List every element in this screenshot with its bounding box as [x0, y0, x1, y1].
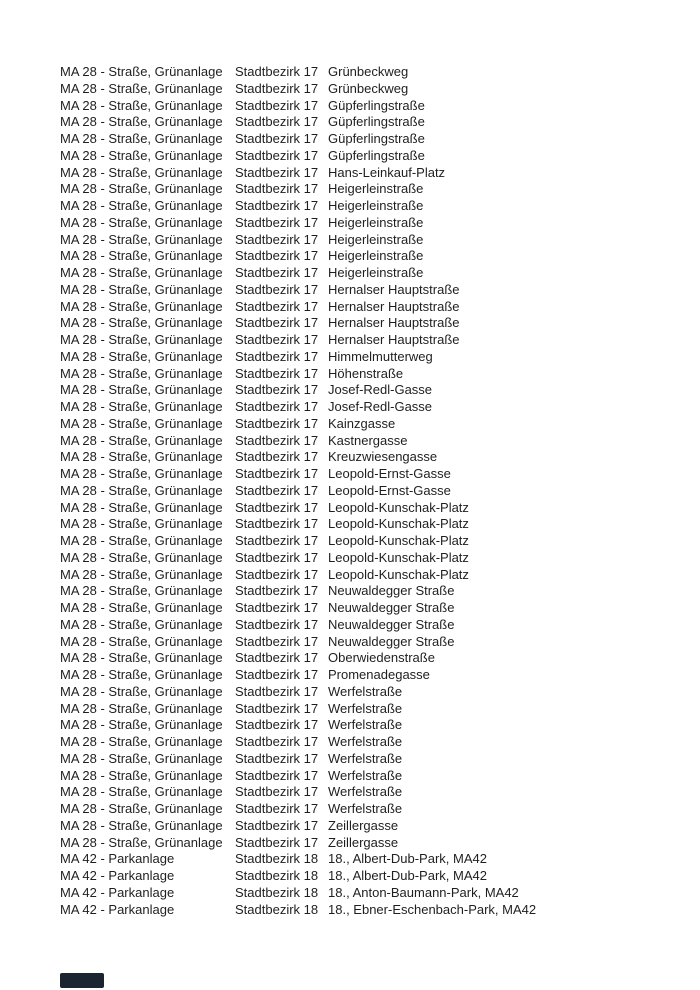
location-cell: Heigerleinstraße: [328, 231, 424, 247]
district-cell: Stadtbezirk 17: [235, 616, 319, 632]
department-cell: MA 28 - Straße, Grünanlage: [60, 432, 223, 448]
district-cell: Stadtbezirk 17: [235, 231, 319, 247]
department-cell: MA 28 - Straße, Grünanlage: [60, 449, 223, 465]
location-cell: Grünbeckweg: [328, 64, 409, 79]
department-cell: MA 28 - Straße, Grünanlage: [60, 549, 223, 565]
district-cell: Stadtbezirk 17: [235, 700, 319, 716]
department-cell: MA 28 - Straße, Grünanlage: [60, 499, 223, 515]
location-cell: Heigerleinstraße: [328, 214, 424, 230]
district-cell: Stadtbezirk 17: [235, 834, 319, 850]
location-cell: Kastnergasse: [328, 432, 408, 448]
location-cell: Werfelstraße: [328, 750, 403, 766]
location-cell: Güpferlingstraße: [328, 147, 425, 163]
department-cell: MA 28 - Straße, Grünanlage: [60, 633, 223, 649]
district-cell: Stadtbezirk 17: [235, 281, 319, 297]
department-cell: MA 42 - Parkanlage: [60, 868, 175, 883]
department-cell: MA 28 - Straße, Grünanlage: [60, 315, 223, 331]
department-cell: MA 28 - Straße, Grünanlage: [60, 667, 223, 682]
department-cell: MA 28 - Straße, Grünanlage: [60, 583, 223, 599]
department-cell: MA 28 - Straße, Grünanlage: [60, 415, 223, 431]
district-cell: Stadtbezirk 17: [235, 466, 319, 481]
location-cell: Güpferlingstraße: [328, 131, 425, 146]
department-cell: MA 28 - Straße, Grünanlage: [60, 147, 223, 163]
department-cell: MA 28 - Straße, Grünanlage: [60, 64, 223, 79]
location-cell: Promenadegasse: [328, 667, 430, 682]
location-cell: Hernalser Hauptstraße: [328, 281, 460, 297]
district-cell: Stadtbezirk 17: [235, 533, 319, 548]
location-cell: Kreuzwiesengasse: [328, 449, 438, 465]
location-cell: Werfelstraße: [328, 683, 403, 699]
department-cell: MA 28 - Straße, Grünanlage: [60, 131, 223, 146]
location-cell: Höhenstraße: [328, 365, 404, 381]
department-cell: MA 28 - Straße, Grünanlage: [60, 516, 223, 532]
department-cell: MA 28 - Straße, Grünanlage: [60, 80, 223, 96]
department-cell: MA 28 - Straße, Grünanlage: [60, 482, 223, 498]
district-cell: Stadtbezirk 17: [235, 214, 319, 230]
district-cell: Stadtbezirk 17: [235, 432, 319, 448]
department-cell: MA 28 - Straße, Grünanlage: [60, 717, 223, 733]
department-cell: MA 28 - Straße, Grünanlage: [60, 248, 223, 264]
department-cell: MA 28 - Straße, Grünanlage: [60, 198, 223, 213]
department-cell: MA 28 - Straße, Grünanlage: [60, 332, 223, 347]
browser-status-bubble: [60, 973, 104, 988]
district-cell: Stadtbezirk 17: [235, 750, 319, 766]
location-cell: Hernalser Hauptstraße: [328, 332, 460, 347]
location-cell: Werfelstraße: [328, 767, 403, 783]
department-cell: MA 28 - Straße, Grünanlage: [60, 566, 223, 582]
location-cell: Hernalser Hauptstraße: [328, 315, 460, 331]
location-cell: 18., Albert-Dub-Park, MA42: [328, 851, 487, 867]
district-cell: Stadtbezirk 17: [235, 482, 319, 498]
department-cell: MA 28 - Straße, Grünanlage: [60, 114, 223, 130]
location-cell: Josef-Redl-Gasse: [328, 382, 433, 398]
location-cell: Heigerleinstraße: [328, 248, 424, 264]
location-cell: Neuwaldegger Straße: [328, 616, 455, 632]
district-cell: Stadtbezirk 17: [235, 767, 319, 783]
department-cell: MA 42 - Parkanlage: [60, 884, 175, 900]
department-cell: MA 28 - Straße, Grünanlage: [60, 265, 223, 280]
location-cell: Leopold-Ernst-Gasse: [328, 466, 451, 481]
district-cell: Stadtbezirk 17: [235, 817, 319, 833]
district-cell: Stadtbezirk 17: [235, 332, 319, 347]
district-cell: Stadtbezirk 17: [235, 248, 319, 264]
department-cell: MA 28 - Straße, Grünanlage: [60, 214, 223, 230]
district-cell: Stadtbezirk 17: [235, 80, 319, 96]
district-cell: Stadtbezirk 18: [235, 851, 319, 867]
location-cell: Werfelstraße: [328, 784, 403, 800]
location-cell: Leopold-Kunschak-Platz: [328, 549, 469, 565]
parks-table: [60, 64, 536, 918]
district-cell: Stadtbezirk 17: [235, 315, 319, 331]
district-cell: Stadtbezirk 17: [235, 265, 319, 280]
district-cell: Stadtbezirk 17: [235, 365, 319, 381]
location-cell: Güpferlingstraße: [328, 114, 425, 130]
district-cell: Stadtbezirk 17: [235, 633, 319, 649]
location-cell: Oberwiedenstraße: [328, 650, 435, 666]
department-cell: MA 28 - Straße, Grünanlage: [60, 164, 223, 180]
location-cell: Josef-Redl-Gasse: [328, 399, 433, 414]
district-cell: Stadtbezirk 17: [235, 734, 319, 749]
department-cell: MA 28 - Straße, Grünanlage: [60, 801, 223, 816]
location-cell: 18., Albert-Dub-Park, MA42: [328, 868, 487, 883]
location-cell: Heigerleinstraße: [328, 198, 424, 213]
location-cell: Neuwaldegger Straße: [328, 633, 455, 649]
location-cell: Leopold-Kunschak-Platz: [328, 566, 469, 582]
department-cell: MA 28 - Straße, Grünanlage: [60, 533, 223, 548]
location-cell: Leopold-Kunschak-Platz: [328, 533, 469, 548]
department-cell: MA 28 - Straße, Grünanlage: [60, 750, 223, 766]
location-cell: Hernalser Hauptstraße: [328, 298, 460, 314]
department-cell: MA 28 - Straße, Grünanlage: [60, 650, 223, 666]
department-cell: MA 28 - Straße, Grünanlage: [60, 231, 223, 247]
district-cell: Stadtbezirk 17: [235, 181, 319, 197]
location-cell: Neuwaldegger Straße: [328, 600, 455, 615]
location-cell: Hans-Leinkauf-Platz: [328, 164, 446, 180]
district-cell: Stadtbezirk 18: [235, 868, 319, 883]
department-cell: MA 42 - Parkanlage: [60, 901, 175, 917]
district-cell: Stadtbezirk 17: [235, 382, 319, 398]
department-cell: MA 28 - Straße, Grünanlage: [60, 97, 223, 113]
location-cell: 18., Anton-Baumann-Park, MA42: [328, 884, 519, 900]
district-cell: Stadtbezirk 17: [235, 198, 319, 213]
department-cell: MA 28 - Straße, Grünanlage: [60, 181, 223, 197]
location-cell: Zeillergasse: [328, 834, 399, 850]
district-cell: Stadtbezirk 17: [235, 147, 319, 163]
district-cell: Stadtbezirk 17: [235, 348, 319, 364]
district-cell: Stadtbezirk 17: [235, 801, 319, 816]
department-cell: MA 28 - Straße, Grünanlage: [60, 683, 223, 699]
location-cell: Himmelmutterweg: [328, 348, 433, 364]
location-cell: Werfelstraße: [328, 717, 403, 733]
district-cell: Stadtbezirk 17: [235, 64, 319, 79]
district-cell: Stadtbezirk 17: [235, 683, 319, 699]
department-cell: MA 28 - Straße, Grünanlage: [60, 298, 223, 314]
location-cell: Heigerleinstraße: [328, 265, 424, 280]
district-cell: Stadtbezirk 17: [235, 516, 319, 532]
location-cell: 18., Ebner-Eschenbach-Park, MA42: [328, 901, 537, 917]
location-cell: Neuwaldegger Straße: [328, 583, 455, 599]
district-cell: Stadtbezirk 17: [235, 415, 319, 431]
department-cell: MA 28 - Straße, Grünanlage: [60, 767, 223, 783]
location-cell: Werfelstraße: [328, 734, 403, 749]
district-cell: Stadtbezirk 17: [235, 97, 319, 113]
district-cell: Stadtbezirk 17: [235, 549, 319, 565]
department-cell: MA 28 - Straße, Grünanlage: [60, 348, 223, 364]
district-cell: Stadtbezirk 17: [235, 449, 319, 465]
district-cell: Stadtbezirk 17: [235, 566, 319, 582]
location-cell: Leopold-Kunschak-Platz: [328, 499, 469, 515]
location-cell: Werfelstraße: [328, 700, 403, 716]
department-cell: MA 28 - Straße, Grünanlage: [60, 600, 223, 615]
department-cell: MA 28 - Straße, Grünanlage: [60, 834, 223, 850]
district-cell: Stadtbezirk 17: [235, 131, 319, 146]
district-cell: Stadtbezirk 17: [235, 600, 319, 615]
district-cell: Stadtbezirk 17: [235, 650, 319, 666]
department-cell: MA 28 - Straße, Grünanlage: [60, 700, 223, 716]
location-cell: Leopold-Ernst-Gasse: [328, 482, 451, 498]
department-cell: MA 28 - Straße, Grünanlage: [60, 399, 223, 414]
district-cell: Stadtbezirk 18: [235, 901, 319, 917]
location-cell: Leopold-Kunschak-Platz: [328, 516, 469, 532]
department-cell: MA 28 - Straße, Grünanlage: [60, 466, 223, 481]
district-cell: Stadtbezirk 17: [235, 717, 319, 733]
department-cell: MA 28 - Straße, Grünanlage: [60, 281, 223, 297]
location-cell: Zeillergasse: [328, 817, 399, 833]
department-cell: MA 28 - Straße, Grünanlage: [60, 382, 223, 398]
district-cell: Stadtbezirk 17: [235, 399, 319, 414]
location-cell: Güpferlingstraße: [328, 97, 425, 113]
district-cell: Stadtbezirk 17: [235, 667, 319, 682]
district-cell: Stadtbezirk 17: [235, 583, 319, 599]
district-cell: Stadtbezirk 18: [235, 884, 319, 900]
location-cell: Grünbeckweg: [328, 80, 409, 96]
department-cell: MA 28 - Straße, Grünanlage: [60, 817, 223, 833]
district-cell: Stadtbezirk 17: [235, 298, 319, 314]
department-cell: MA 28 - Straße, Grünanlage: [60, 365, 223, 381]
department-cell: MA 28 - Straße, Grünanlage: [60, 734, 223, 749]
location-cell: Werfelstraße: [328, 801, 403, 816]
district-cell: Stadtbezirk 17: [235, 114, 319, 130]
location-cell: Heigerleinstraße: [328, 181, 424, 197]
department-cell: MA 28 - Straße, Grünanlage: [60, 616, 223, 632]
district-cell: Stadtbezirk 17: [235, 784, 319, 800]
district-cell: Stadtbezirk 17: [235, 164, 319, 180]
department-cell: MA 42 - Parkanlage: [60, 851, 175, 867]
department-cell: MA 28 - Straße, Grünanlage: [60, 784, 223, 800]
location-cell: Kainzgasse: [328, 415, 396, 431]
district-cell: Stadtbezirk 17: [235, 499, 319, 515]
